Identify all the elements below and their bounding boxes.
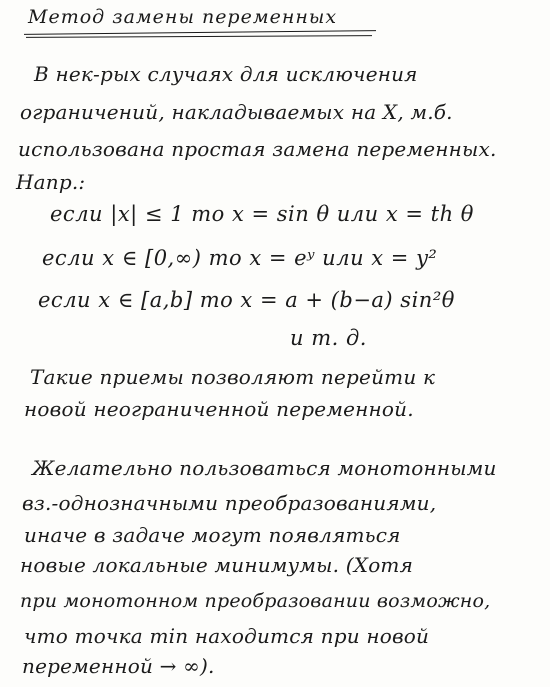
para3-line6: что точка min находится при новой (24, 624, 430, 648)
example-line3: если x ∈ [a,b] то x = a + (b−a) sin²θ (38, 288, 455, 312)
title-underline (24, 30, 376, 35)
para3-line3: иначе в задаче могут появляться (24, 523, 401, 547)
title-underline-second (26, 35, 372, 38)
para3-line5: при монотонном преобразовании возможно, (20, 590, 491, 612)
page-title: Метод замены переменных (28, 6, 338, 28)
para1-line3: использована простая замена переменных. (18, 137, 497, 161)
para1-line2: ограничений, накладываемых на X, м.б. (20, 100, 453, 124)
example-line2: если x ∈ [0,∞) то x = eʸ или x = y² (42, 246, 438, 270)
para3-line7: переменной → ∞). (22, 654, 215, 678)
para3-line1: Желательно пользоваться монотонными (32, 456, 497, 480)
para3-line4: новые локальные минимумы. (Хотя (20, 553, 414, 577)
para2-line2: новой неограниченной переменной. (24, 397, 414, 421)
example-line4: и т. д. (290, 326, 367, 350)
para3-line2: вз.-однозначными преобразованиями, (22, 491, 437, 515)
example-line1: если |x| ≤ 1 то x = sin θ или x = th θ (50, 202, 474, 226)
para1-line1: В нек-рых случаях для исключения (34, 62, 418, 86)
para2-line1: Такие приемы позволяют перейти к (30, 365, 436, 389)
para1-line4: Напр.: (16, 170, 86, 194)
